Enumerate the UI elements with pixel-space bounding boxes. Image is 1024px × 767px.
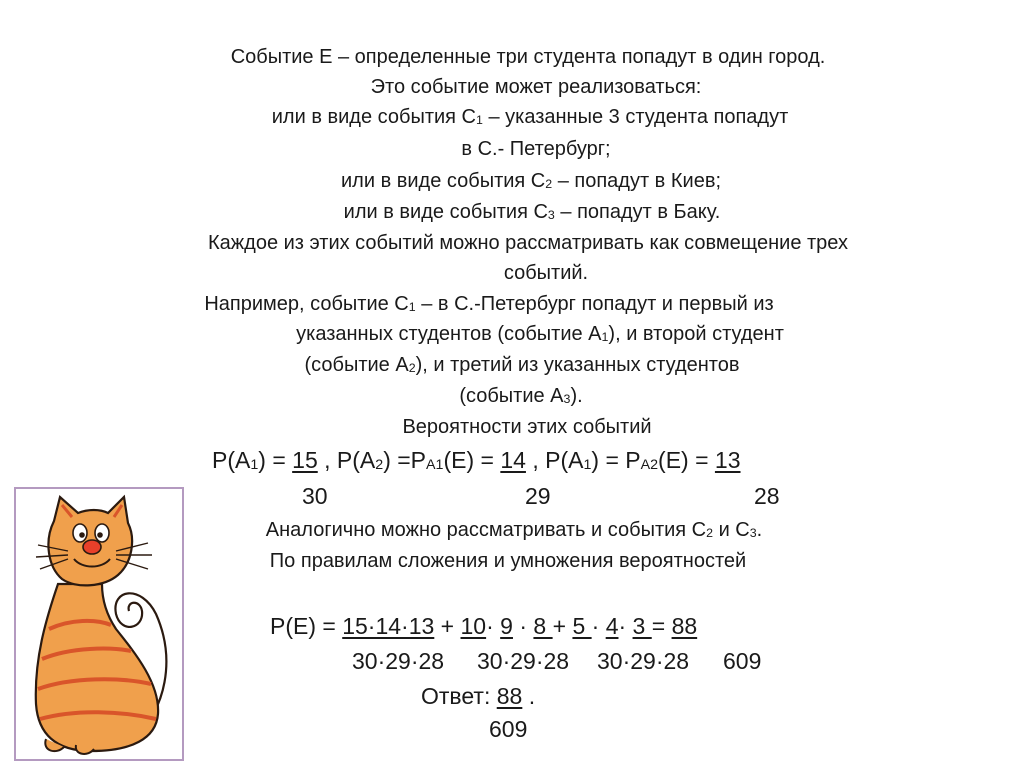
text-line-9: Например, событие $С_1$ – в С.-Петербург попадут и первый из xyxy=(204,293,774,315)
formula-2-denominator-3: 30·29·28 xyxy=(597,648,690,674)
text-line-4: в С.- Петербург; xyxy=(461,138,611,160)
formula-2-denominator-1: 30·29·28 xyxy=(352,648,445,674)
text-line-10: указанных студентов (событие $А_1$), и второй студент xyxy=(296,323,784,345)
text-line-1: Событие Е – определенные три студента попадут в один город. xyxy=(230,46,826,68)
text-line-3: или в виде события $С_1$ – указанные 3 студента попадут xyxy=(271,106,789,128)
text-line-16: Аналогично можно рассматривать и события $С_2$ и $С_3$. xyxy=(265,519,763,541)
formula-2-denominator-2: 30·29·28 xyxy=(477,648,570,674)
text-line-17: По правилам сложения и умножения вероятностей xyxy=(269,550,747,572)
cat-illustration-frame xyxy=(14,487,184,761)
formula-1-denominator-2: 29 xyxy=(525,483,551,509)
text-line-7: Каждое из этих событий можно рассматривать как совмещение трех xyxy=(208,232,848,254)
text-line-11: (событие $А_2$), и третий из указанных студентов xyxy=(304,354,740,376)
probability-formula-1: $P(A_1) = 15$ , $P(A_2) =P_{A1}(E) = 14$ , $P(A_1) = P_{A2}(E) = 13$ xyxy=(212,447,741,473)
text-line-12: (событие $А_3$). xyxy=(459,385,583,407)
formula-2-denominator-4: 609 xyxy=(723,648,762,674)
cat-icon xyxy=(16,489,182,759)
text-line-8: событий. xyxy=(503,262,589,284)
text-line-2: Это событие может реализоваться: xyxy=(370,76,702,98)
text-line-6: или в виде события $С_3$ – попадут в Баку. xyxy=(343,201,721,223)
answer: Ответ: 88 . xyxy=(421,683,536,709)
formula-1-denominator-3: 28 xyxy=(754,483,780,509)
text-line-13: Вероятности этих событий xyxy=(402,416,652,438)
formula-1-denominator-1: 30 xyxy=(302,483,328,509)
text-line-5: или в виде события $С_2$ – попадут в Киев; xyxy=(341,170,721,192)
answer-denominator: 609 xyxy=(489,716,528,742)
probability-formula-2: P(E) = 15·14·13 + 10· 9 · 8 + 5 · 4· 3 = 88 xyxy=(270,613,698,639)
